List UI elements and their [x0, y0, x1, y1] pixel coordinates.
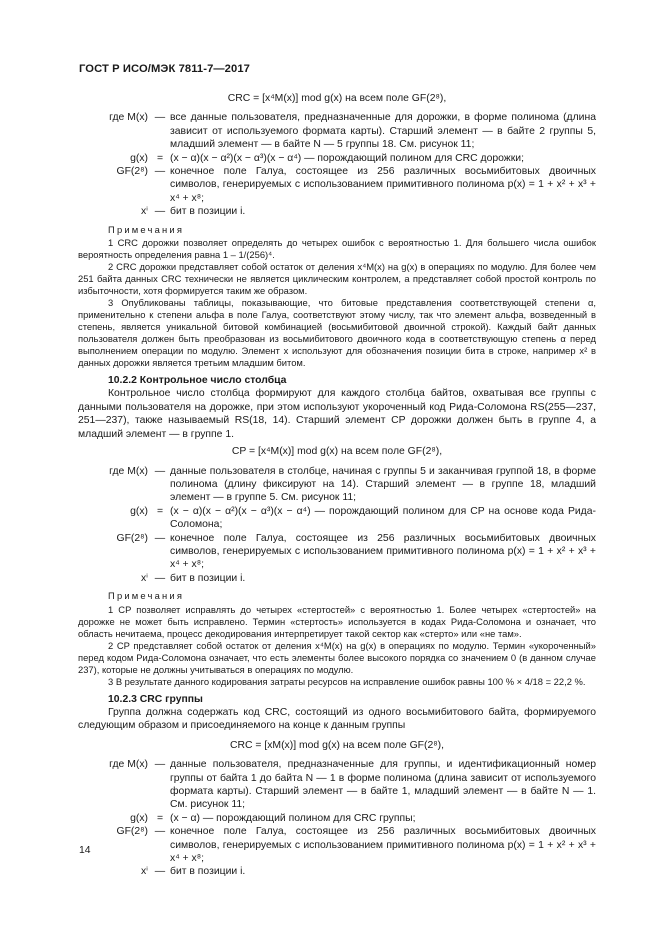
definition-symbol: xⁱ	[140, 206, 148, 218]
definition-row	[78, 865, 596, 878]
definition-separator: —	[154, 465, 166, 477]
formula-column-check: CP = [x⁴M(x)] mod g(x) на всем поле GF(2⁸),	[231, 446, 443, 458]
definition-symbol: g(x)	[130, 152, 148, 164]
definition-text: данные пользователя, предназначенные для группы, и идентификационный номер группы от байта 1 до байта N — 1 в форме полинома (длина зависит от используемого формата карты). Старший элемент — в байте 1, младший элемент — в байте N — 1. См. рисунок 11;	[170, 759, 596, 811]
definition-symbol: xⁱ	[140, 572, 148, 584]
definition-separator: —	[154, 572, 166, 584]
definition-row	[78, 572, 596, 585]
definition-separator: =	[156, 505, 164, 517]
definition-text: (x − α) — порождающий полином для CRC группы;	[170, 812, 416, 824]
definition-symbol: g(x)	[130, 505, 148, 517]
definition-row	[78, 812, 596, 825]
definition-text: все данные пользователя, предназначенные для дорожки, в форме полинома (длина зависит от используемого формата карты). Старший элемент — в байте 2 группы 5, младший элемент — в байте N — 5 группы 18. См. рисунок 11;	[170, 112, 596, 151]
definitions-column-check	[78, 465, 596, 586]
definition-row	[78, 111, 596, 151]
formula-track-crc: CRC = [x⁴M(x)] mod g(x) на всем поле GF(2⁸),	[227, 93, 447, 104]
definition-row	[78, 205, 596, 218]
definition-symbol: g(x)	[130, 812, 148, 824]
definition-symbol: GF(2⁸)	[116, 532, 148, 544]
note-paragraph: 2 CP представляет собой остаток от деления x⁴M(x) на g(x) в операциях по модулю. Термин «укороченный» перед кодом Рида-Соломона означает, что есть элементы более высокого порядка со значением 0 (в данном случае 237), которые не должны учитываться в операциях по модулю.	[78, 639, 596, 675]
definition-row	[78, 532, 596, 572]
definition-text: бит в позиции i.	[170, 866, 246, 878]
definition-text: конечное поле Галуа, состоящее из 256 различных восьмибитовых двоичных символов, генерируемых с использованием примитивного полинома p(x) = 1 + x² + x³ + x⁴ + x⁸;	[170, 826, 596, 865]
note-paragraph: 1 CP позволяет исправлять до четырех «стертостей» с вероятностью 1. Более четырех «стертостей» на дорожке не может быть исправлено. Термин «стертость» используется в кодах Рида-Соломона и означает, что область нечитаема, процесс декодирования интерпретирует такой сектор как «стерто» или «не там».	[78, 603, 596, 639]
body-paragraph: Контрольное число столбца формируют для каждого столбца байтов, охватывая все группы с данными пользователя на дорожке, при этом используют укороченный код Рида-Соломона RS(255—237, 251—237), также называемый RS(18, 14). Старший элемент CP дорожки должен быть в группе 4, а младший элемент — в группе 1.	[78, 388, 596, 440]
formula-group-crc: CRC = [xM(x)] mod g(x) на всем поле GF(2⁸),	[230, 739, 444, 751]
definition-text: конечное поле Галуа, состоящее из 256 различных восьмибитовых двоичных символов, генерируемых с использованием примитивного полинома p(x) = 1 + x² + x³ + x⁴ + x⁸;	[170, 166, 596, 204]
definition-text: бит в позиции i.	[170, 206, 246, 218]
body-paragraph: Группа должна содержать код CRC, состоящий из одного восьмибитового байта, формируемого следующим образом и присоединяемого на конце к данным группы	[78, 706, 596, 732]
definition-symbol: где M(x)	[109, 465, 148, 477]
definition-symbol: где M(x)	[109, 759, 148, 771]
note-paragraph: 1 CRC дорожки позволяет определять до четырех ошибок с вероятностью 1. Для большего числа ошибок вероятность определения равна 1 – 1/(256)⁴.	[78, 237, 596, 261]
section-heading-group-crc: 10.2.3 CRC группы	[108, 693, 203, 705]
notes-title: Примечания	[108, 223, 185, 235]
definition-row	[78, 758, 596, 812]
definition-separator: —	[154, 866, 166, 878]
definition-symbol: где M(x)	[109, 112, 148, 124]
section-heading-column-check: 10.2.2 Контрольное число столбца	[108, 375, 287, 387]
definition-row	[78, 505, 596, 532]
definition-separator: —	[154, 166, 166, 178]
definition-separator: —	[154, 112, 166, 124]
definitions-track-crc	[78, 111, 596, 218]
definition-symbol: xⁱ	[140, 866, 148, 878]
definition-symbol: GF(2⁸)	[116, 166, 148, 178]
definition-separator: —	[154, 206, 166, 218]
document-header: ГОСТ Р ИСО/МЭК 7811-7—2017	[79, 63, 250, 75]
definition-row	[78, 152, 596, 165]
note-paragraph: 2 CRC дорожки представляет собой остаток от деления x⁴M(x) на g(x) в операциях по модулю. Для более чем 251 байта данных CRC технически не является циклическим контролем, а представляет собой простой контроль по избыточности, хотя формируется таким же образом.	[78, 261, 596, 297]
definition-row	[78, 465, 596, 505]
definitions-group-crc	[78, 758, 596, 879]
note-paragraph: 3 В результате данного кодирования затраты ресурсов на исправление ошибок равны 100 % × 4/18 = 22,2 %.	[108, 675, 586, 687]
definition-row	[78, 825, 596, 865]
definition-text: конечное поле Галуа, состоящее из 256 различных восьмибитовых двоичных символов, генерируемых с использованием примитивного полинома p(x) = 1 + x² + x³ + x⁴ + x⁸;	[170, 532, 596, 571]
definition-text: (x − α)(x − α²)(x − α³)(x − α⁴) — порождающий полином для CRC дорожки;	[170, 152, 524, 164]
definition-row	[78, 165, 596, 205]
note-paragraph: 3 Опубликованы таблицы, показывающие, что битовые представления соответствующей степени α, применительно к степени альфа в поле Галуа, соответствуют этому числу, так что элемент альфа, возведенный в степень, является уникальной битовой комбинацией (восьмибитовой двоичной строкой). Каждый байт данных пользователя должен быть преобразован из восьмибитового двоичного кода в соответствующую степень α перед выполнением операции по модулю. Элемент x используют для обозначения позиции бита в строке, например x² в данных дорожки является третьим младшим битом.	[78, 297, 596, 369]
definition-separator: —	[154, 826, 166, 838]
definition-separator: =	[156, 152, 164, 164]
definition-separator: —	[154, 759, 166, 771]
page-content	[78, 90, 596, 879]
page-number: 14	[79, 845, 91, 856]
definition-separator: —	[154, 532, 166, 544]
definition-separator: =	[156, 812, 164, 824]
definition-text: (x − α)(x − α²)(x − α³)(x − α⁴) — порождающий полином для CP на основе кода Рида-Соломона;	[170, 505, 596, 531]
definition-text: данные пользователя в столбце, начиная с группы 5 и заканчивая группой 18, в форме полинома (длину фиксируют на 14). Старший элемент — в группе 18, младший элемент — в группе 5. См. рисунок 11;	[170, 465, 596, 504]
definition-symbol: GF(2⁸)	[116, 826, 148, 838]
notes-title: Примечания	[108, 590, 185, 602]
definition-text: бит в позиции i.	[170, 572, 246, 584]
